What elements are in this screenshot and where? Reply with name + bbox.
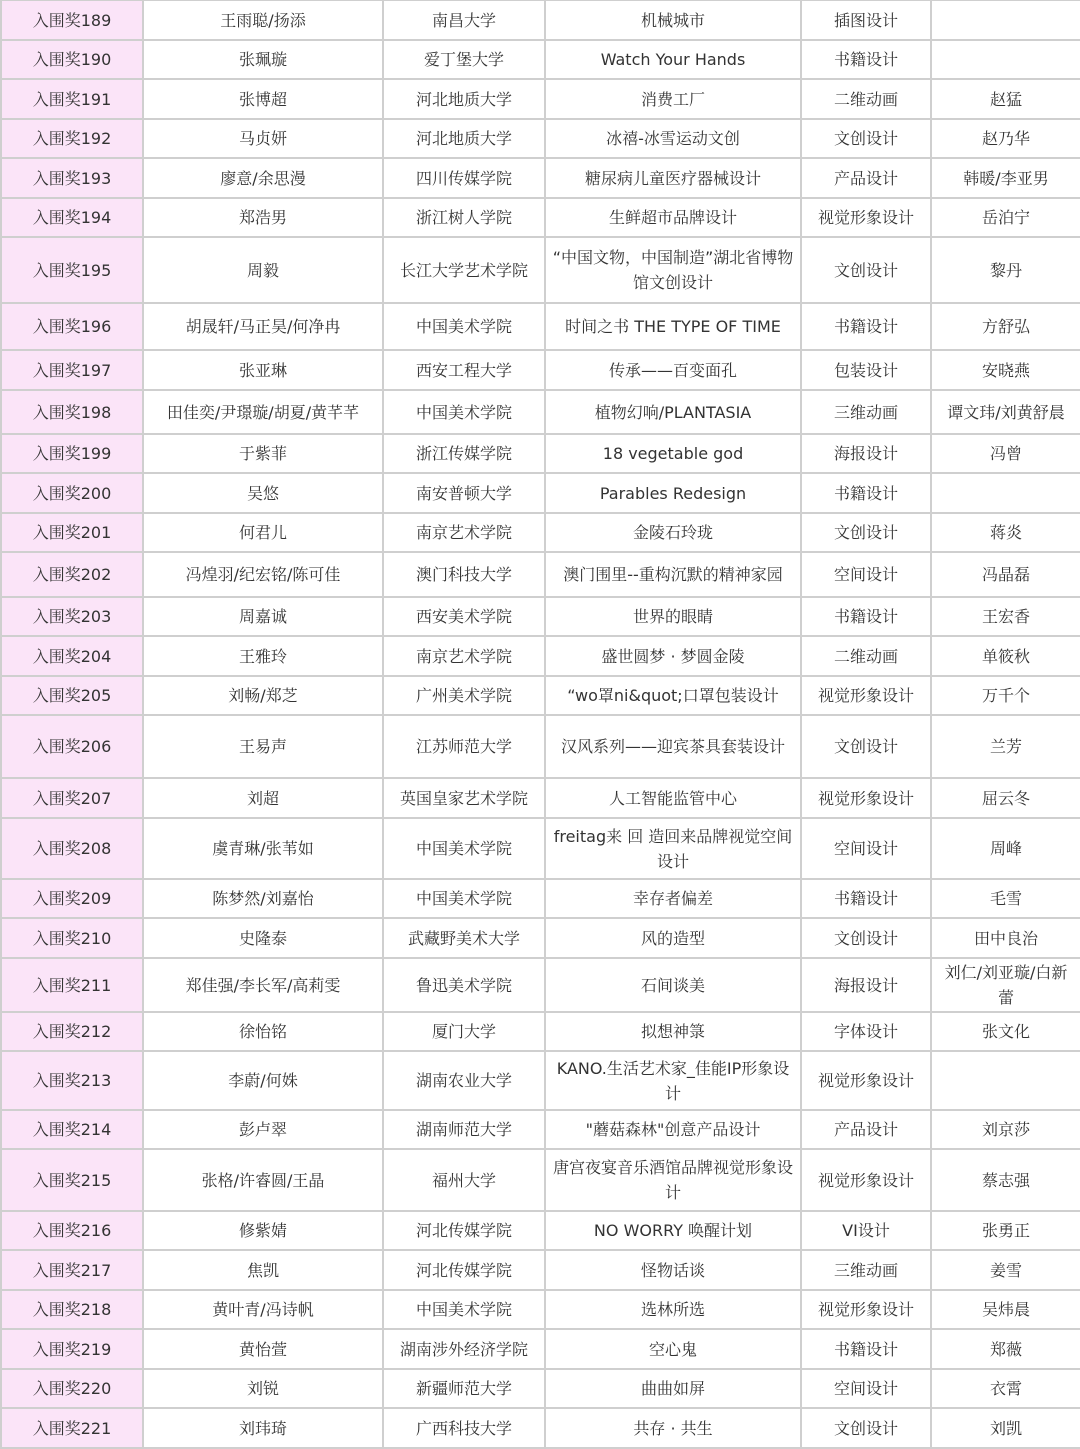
work-title-cell: “中国文物，中国制造”湖北省博物馆文创设计 [545,237,801,303]
table-row [1,434,1080,473]
school-cell: 江苏师范大学 [383,715,545,778]
advisor-cell [931,1051,1080,1110]
school-cell: 鲁迅美术学院 [383,958,545,1012]
work-title-cell: Watch Your Hands [545,40,801,79]
authors-cell: 张珮璇 [143,40,383,79]
category-cell: 二维动画 [801,636,931,676]
advisor-cell [931,473,1080,513]
work-title-cell: NO WORRY 唤醒计划 [545,1211,801,1250]
school-cell: 南安普顿大学 [383,473,545,513]
authors-cell: 胡晟轩/马正昊/何净冉 [143,303,383,350]
advisor-cell: 蒋炎 [931,513,1080,552]
work-title-cell: 风的造型 [545,918,801,958]
advisor-cell [931,0,1080,40]
category-cell: VI设计 [801,1211,931,1250]
category-cell: 书籍设计 [801,40,931,79]
table-row [1,79,1080,119]
category-cell: 海报设计 [801,434,931,473]
authors-cell: 郑浩男 [143,198,383,237]
award-rank-cell: 入围奖208 [1,818,143,879]
advisor-cell: 谭文玮/刘黄舒晨 [931,390,1080,434]
advisor-cell: 安晓燕 [931,350,1080,390]
table-row [1,0,1080,40]
award-rank-cell: 入围奖193 [1,158,143,198]
work-title-cell: 冰禧-冰雪运动文创 [545,119,801,158]
authors-cell: 于紫菲 [143,434,383,473]
category-cell: 文创设计 [801,1408,931,1448]
table-row [1,1329,1080,1369]
table-row [1,158,1080,198]
award-rank-cell: 入围奖213 [1,1051,143,1110]
school-cell: 南京艺术学院 [383,636,545,676]
advisor-cell: 兰芳 [931,715,1080,778]
category-cell: 空间设计 [801,818,931,879]
award-rank-cell: 入围奖196 [1,303,143,350]
advisor-cell: 蔡志强 [931,1149,1080,1211]
work-title-cell: 选林所选 [545,1290,801,1329]
school-cell: 四川传媒学院 [383,158,545,198]
work-title-cell: 唐宫夜宴音乐酒馆品牌视觉形象设计 [545,1149,801,1211]
authors-cell: 周嘉诚 [143,597,383,636]
work-title-cell: 空心鬼 [545,1329,801,1369]
advisor-cell: 刘京莎 [931,1110,1080,1149]
table-row [1,350,1080,390]
table-row [1,1290,1080,1329]
authors-cell: 虞青琳/张苇如 [143,818,383,879]
school-cell: 中国美术学院 [383,390,545,434]
work-title-cell: "蘑菇森林"创意产品设计 [545,1110,801,1149]
category-cell: 空间设计 [801,552,931,597]
award-rank-cell: 入围奖215 [1,1149,143,1211]
advisor-cell: 黎丹 [931,237,1080,303]
advisor-cell: 田中良治 [931,918,1080,958]
table-row [1,473,1080,513]
award-rank-cell: 入围奖191 [1,79,143,119]
award-rank-cell: 入围奖199 [1,434,143,473]
table-row [1,552,1080,597]
category-cell: 文创设计 [801,237,931,303]
award-rank-cell: 入围奖197 [1,350,143,390]
award-rank-cell: 入围奖198 [1,390,143,434]
school-cell: 河北地质大学 [383,79,545,119]
work-title-cell: 盛世圆梦 · 梦圆金陵 [545,636,801,676]
advisor-cell: 单筱秋 [931,636,1080,676]
category-cell: 视觉形象设计 [801,1149,931,1211]
authors-cell: 冯煌羽/纪宏铭/陈可佳 [143,552,383,597]
table-row [1,1149,1080,1211]
school-cell: 爱丁堡大学 [383,40,545,79]
advisor-cell: 姜雪 [931,1250,1080,1290]
award-rank-cell: 入围奖201 [1,513,143,552]
school-cell: 河北传媒学院 [383,1211,545,1250]
authors-cell: 张博超 [143,79,383,119]
advisor-cell: 刘仁/刘亚璇/白新蕾 [931,958,1080,1012]
award-rank-cell: 入围奖192 [1,119,143,158]
work-title-cell: 消费工厂 [545,79,801,119]
authors-cell: 李蔚/何姝 [143,1051,383,1110]
authors-cell: 黄叶青/冯诗帆 [143,1290,383,1329]
authors-cell: 刘超 [143,778,383,818]
school-cell: 中国美术学院 [383,1290,545,1329]
award-rank-cell: 入围奖219 [1,1329,143,1369]
school-cell: 湖南农业大学 [383,1051,545,1110]
work-title-cell: 怪物话谈 [545,1250,801,1290]
authors-cell: 焦凯 [143,1250,383,1290]
work-title-cell: 人工智能监管中心 [545,778,801,818]
authors-cell: 刘玮琦 [143,1408,383,1448]
advisor-cell: 冯曾 [931,434,1080,473]
authors-cell: 郑佳强/李长军/高莉雯 [143,958,383,1012]
category-cell: 文创设计 [801,715,931,778]
award-rank-cell: 入围奖216 [1,1211,143,1250]
table-row [1,237,1080,303]
authors-cell: 马贞妍 [143,119,383,158]
table-row [1,1012,1080,1051]
work-title-cell: 18 vegetable god [545,434,801,473]
school-cell: 英国皇家艺术学院 [383,778,545,818]
category-cell: 书籍设计 [801,597,931,636]
table-row [1,303,1080,350]
work-title-cell: 共存 · 共生 [545,1408,801,1448]
advisor-cell: 韩暖/李亚男 [931,158,1080,198]
award-rank-cell: 入围奖204 [1,636,143,676]
advisor-cell: 屈云冬 [931,778,1080,818]
school-cell: 河北传媒学院 [383,1250,545,1290]
category-cell: 字体设计 [801,1012,931,1051]
category-cell: 产品设计 [801,1110,931,1149]
advisor-cell: 万千个 [931,676,1080,715]
advisor-cell: 周峰 [931,818,1080,879]
category-cell: 包装设计 [801,350,931,390]
advisor-cell: 张勇正 [931,1211,1080,1250]
table-row [1,597,1080,636]
advisor-cell: 毛雪 [931,879,1080,918]
authors-cell: 吴悠 [143,473,383,513]
school-cell: 湖南涉外经济学院 [383,1329,545,1369]
school-cell: 南京艺术学院 [383,513,545,552]
work-title-cell: freitag来 回 造回来品牌视觉空间设计 [545,818,801,879]
category-cell: 二维动画 [801,79,931,119]
category-cell: 三维动画 [801,1250,931,1290]
category-cell: 视觉形象设计 [801,1290,931,1329]
award-rank-cell: 入围奖210 [1,918,143,958]
work-title-cell: 世界的眼睛 [545,597,801,636]
school-cell: 中国美术学院 [383,879,545,918]
school-cell: 广州美术学院 [383,676,545,715]
authors-cell: 王雨聪/扬添 [143,0,383,40]
work-title-cell: 拟想神箓 [545,1012,801,1051]
school-cell: 南昌大学 [383,0,545,40]
authors-cell: 黄怡萱 [143,1329,383,1369]
award-rank-cell: 入围奖194 [1,198,143,237]
authors-cell: 史隆泰 [143,918,383,958]
table-row [1,119,1080,158]
table-row [1,40,1080,79]
authors-cell: 王雅玲 [143,636,383,676]
awards-table-body [1,0,1080,1448]
work-title-cell: 金陵石玲珑 [545,513,801,552]
category-cell: 文创设计 [801,513,931,552]
school-cell: 河北地质大学 [383,119,545,158]
category-cell: 书籍设计 [801,473,931,513]
advisor-cell [931,40,1080,79]
table-row [1,1211,1080,1250]
table-row [1,715,1080,778]
advisor-cell: 刘凯 [931,1408,1080,1448]
award-rank-cell: 入围奖212 [1,1012,143,1051]
category-cell: 视觉形象设计 [801,1051,931,1110]
school-cell: 中国美术学院 [383,303,545,350]
award-rank-cell: 入围奖190 [1,40,143,79]
work-title-cell: 澳门围里--重构沉默的精神家园 [545,552,801,597]
award-rank-cell: 入围奖195 [1,237,143,303]
work-title-cell: 传承——百变面孔 [545,350,801,390]
authors-cell: 刘锐 [143,1369,383,1408]
table-row [1,958,1080,1012]
award-rank-cell: 入围奖209 [1,879,143,918]
work-title-cell: 生鲜超市品牌设计 [545,198,801,237]
award-rank-cell: 入围奖214 [1,1110,143,1149]
work-title-cell: KANO.生活艺术家_佳能IP形象设计 [545,1051,801,1110]
table-row [1,1110,1080,1149]
school-cell: 湖南师范大学 [383,1110,545,1149]
award-rank-cell: 入围奖200 [1,473,143,513]
category-cell: 文创设计 [801,119,931,158]
table-row [1,778,1080,818]
authors-cell: 陈梦然/刘嘉怡 [143,879,383,918]
table-row [1,1408,1080,1448]
advisor-cell: 张文化 [931,1012,1080,1051]
authors-cell: 田佳奕/尹璟璇/胡夏/黄芊芊 [143,390,383,434]
school-cell: 福州大学 [383,1149,545,1211]
school-cell: 武藏野美术大学 [383,918,545,958]
advisor-cell: 衣霄 [931,1369,1080,1408]
category-cell: 书籍设计 [801,1329,931,1369]
award-rank-cell: 入围奖205 [1,676,143,715]
authors-cell: 何君儿 [143,513,383,552]
award-rank-cell: 入围奖206 [1,715,143,778]
category-cell: 三维动画 [801,390,931,434]
authors-cell: 徐怡铭 [143,1012,383,1051]
table-row [1,879,1080,918]
school-cell: 西安美术学院 [383,597,545,636]
category-cell: 空间设计 [801,1369,931,1408]
award-rank-cell: 入围奖220 [1,1369,143,1408]
school-cell: 中国美术学院 [383,818,545,879]
authors-cell: 张亚琳 [143,350,383,390]
authors-cell: 修紫婧 [143,1211,383,1250]
authors-cell: 彭卢翠 [143,1110,383,1149]
advisor-cell: 方舒弘 [931,303,1080,350]
category-cell: 视觉形象设计 [801,676,931,715]
advisor-cell: 郑薇 [931,1329,1080,1369]
authors-cell: 刘畅/郑芝 [143,676,383,715]
work-title-cell: 幸存者偏差 [545,879,801,918]
award-rank-cell: 入围奖207 [1,778,143,818]
award-rank-cell: 入围奖211 [1,958,143,1012]
table-row [1,676,1080,715]
authors-cell: 周毅 [143,237,383,303]
category-cell: 书籍设计 [801,303,931,350]
work-title-cell: 机械城市 [545,0,801,40]
advisor-cell: 王宏香 [931,597,1080,636]
advisor-cell: 岳泊宁 [931,198,1080,237]
work-title-cell: 时间之书 THE TYPE OF TIME [545,303,801,350]
school-cell: 澳门科技大学 [383,552,545,597]
table-row [1,513,1080,552]
table-row [1,1051,1080,1110]
table-row [1,390,1080,434]
award-rank-cell: 入围奖218 [1,1290,143,1329]
work-title-cell: 汉风系列——迎宾茶具套装设计 [545,715,801,778]
award-rank-cell: 入围奖221 [1,1408,143,1448]
table-row [1,1250,1080,1290]
authors-cell: 张格/许睿圆/王晶 [143,1149,383,1211]
authors-cell: 王易声 [143,715,383,778]
work-title-cell: Parables Redesign [545,473,801,513]
award-rank-cell: 入围奖217 [1,1250,143,1290]
school-cell: 浙江树人学院 [383,198,545,237]
table-row [1,198,1080,237]
award-rank-cell: 入围奖202 [1,552,143,597]
school-cell: 广西科技大学 [383,1408,545,1448]
advisor-cell: 吴炜晨 [931,1290,1080,1329]
work-title-cell: “wo罩ni&quot;口罩包装设计 [545,676,801,715]
school-cell: 长江大学艺术学院 [383,237,545,303]
category-cell: 文创设计 [801,918,931,958]
category-cell: 海报设计 [801,958,931,1012]
table-row [1,636,1080,676]
advisor-cell: 冯晶磊 [931,552,1080,597]
work-title-cell: 糖尿病儿童医疗器械设计 [545,158,801,198]
table-row [1,1369,1080,1408]
work-title-cell: 石间谈美 [545,958,801,1012]
authors-cell: 廖意/余思漫 [143,158,383,198]
category-cell: 视觉形象设计 [801,198,931,237]
award-rank-cell: 入围奖189 [1,0,143,40]
advisor-cell: 赵乃华 [931,119,1080,158]
school-cell: 西安工程大学 [383,350,545,390]
school-cell: 厦门大学 [383,1012,545,1051]
category-cell: 视觉形象设计 [801,778,931,818]
school-cell: 新疆师范大学 [383,1369,545,1408]
table-row [1,918,1080,958]
award-rank-cell: 入围奖203 [1,597,143,636]
category-cell: 书籍设计 [801,879,931,918]
category-cell: 插图设计 [801,0,931,40]
table-row [1,818,1080,879]
school-cell: 浙江传媒学院 [383,434,545,473]
advisor-cell: 赵猛 [931,79,1080,119]
work-title-cell: 植物幻响/PLANTASIA [545,390,801,434]
category-cell: 产品设计 [801,158,931,198]
work-title-cell: 曲曲如屏 [545,1369,801,1408]
